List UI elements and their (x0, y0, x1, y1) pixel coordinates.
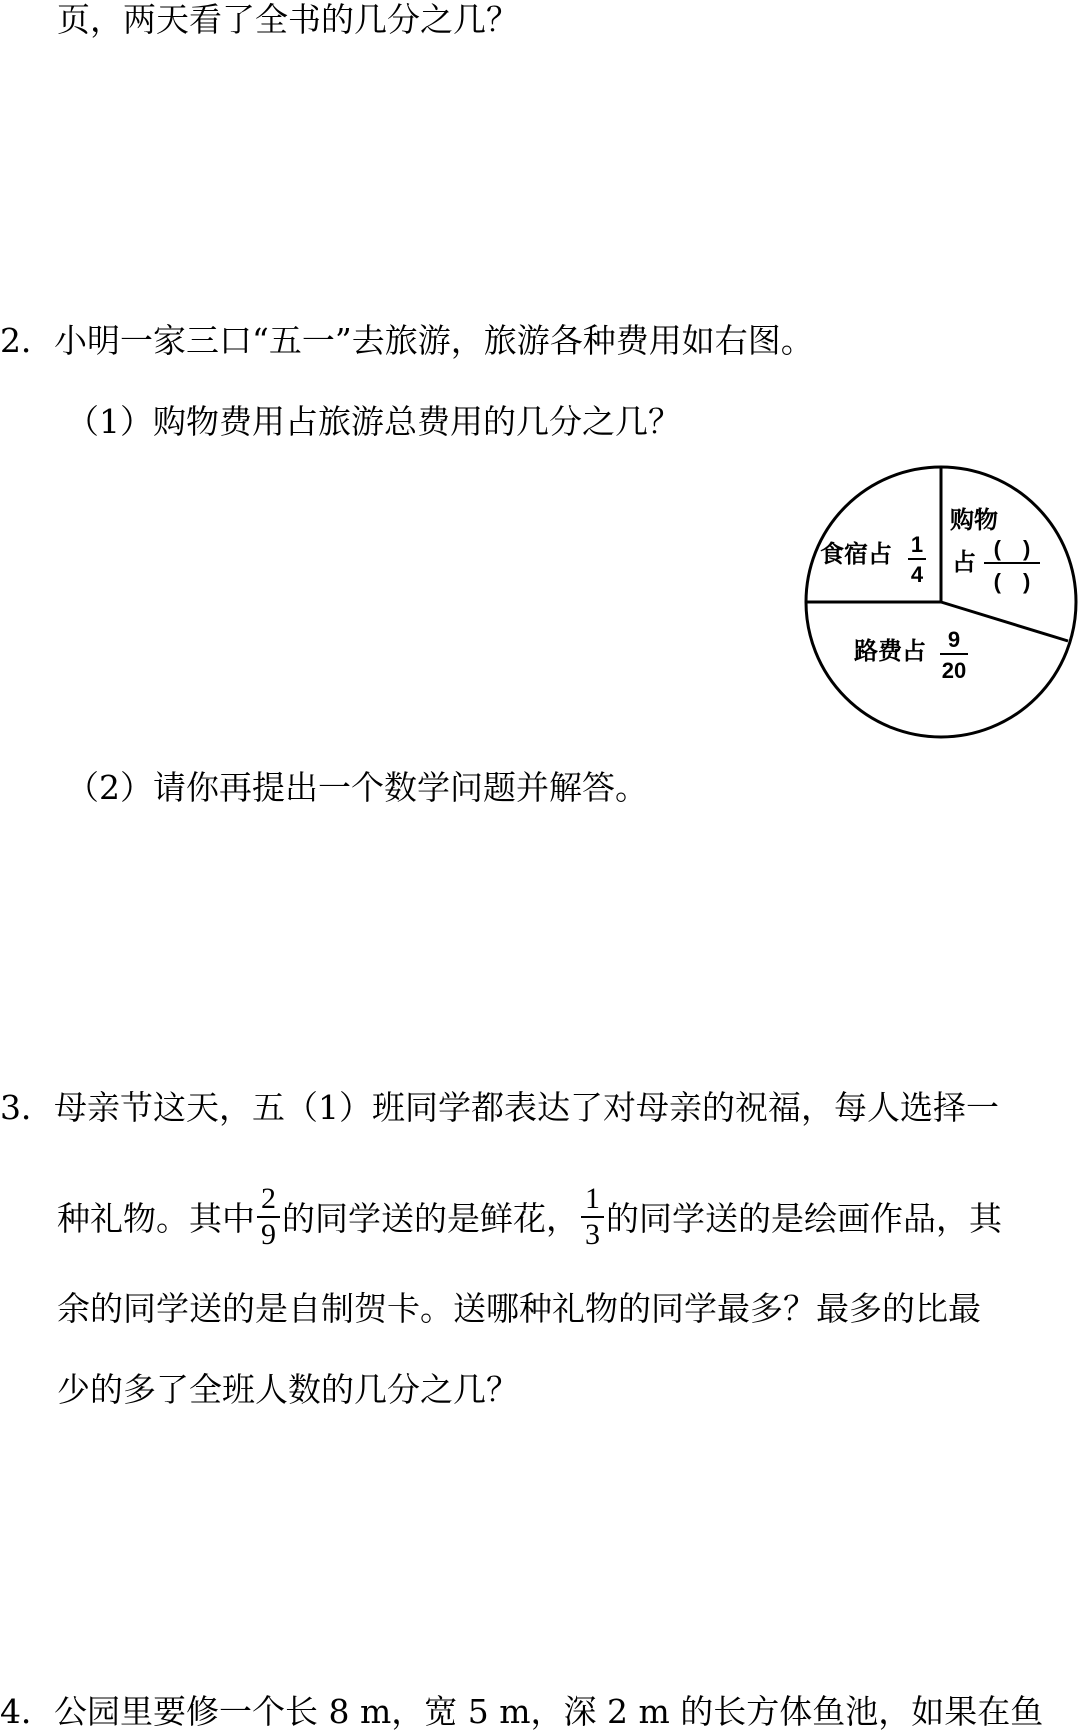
shopping-fraction-den: ( ) (993, 569, 1031, 594)
q2-title: 2．小明一家三口“五一”去旅游，旅游各种费用如右图。 (0, 321, 814, 360)
frac2-num: 1 (581, 1182, 604, 1218)
shopping-label-2: 占 (952, 548, 976, 576)
q3-line2-a: 种礼物。其中 (57, 1199, 255, 1238)
shopping-label-1: 购物 (950, 506, 998, 534)
q4-line1: 4．公园里要修一个长 8 m，宽 5 m，深 2 m 的长方体鱼池，如果在鱼 (0, 1692, 1044, 1731)
q3-line2-c: 的同学送的是绘画作品，其 (606, 1199, 1002, 1238)
food-fraction-den: 4 (910, 562, 924, 587)
shopping-fraction-num: ( ) (993, 536, 1031, 561)
q3-line2-b: 的同学送的是鲜花， (282, 1199, 579, 1238)
q2-sub1: （1）购物费用占旅游总费用的几分之几？ (66, 402, 681, 441)
travel-fraction-num: 9 (947, 627, 961, 652)
travel-label: 路费占 (854, 637, 926, 665)
food-label: 食宿占 (820, 540, 892, 568)
q3-line2 (57, 1182, 1002, 1256)
fraction-one-third (581, 1182, 604, 1252)
frac1-num: 2 (257, 1182, 280, 1218)
fraction-two-ninths (257, 1182, 280, 1252)
travel-fraction-den: 20 (941, 658, 967, 683)
q3-line1: 3．母亲节这天，五（1）班同学都表达了对母亲的祝福，每人选择一 (0, 1088, 999, 1127)
q1-tail-text: 页，两天看了全书的几分之几？ (57, 0, 519, 39)
food-fraction-num: 1 (910, 532, 924, 557)
q2-sub2: （2）请你再提出一个数学问题并解答。 (66, 768, 648, 807)
frac2-den: 3 (585, 1218, 600, 1251)
q3-line4: 少的多了全班人数的几分之几？ (57, 1370, 519, 1409)
q3-line3: 余的同学送的是自制贺卡。送哪种礼物的同学最多？最多的比最 (57, 1289, 981, 1328)
expense-pie-chart (802, 462, 1080, 742)
frac1-den: 9 (261, 1218, 276, 1251)
